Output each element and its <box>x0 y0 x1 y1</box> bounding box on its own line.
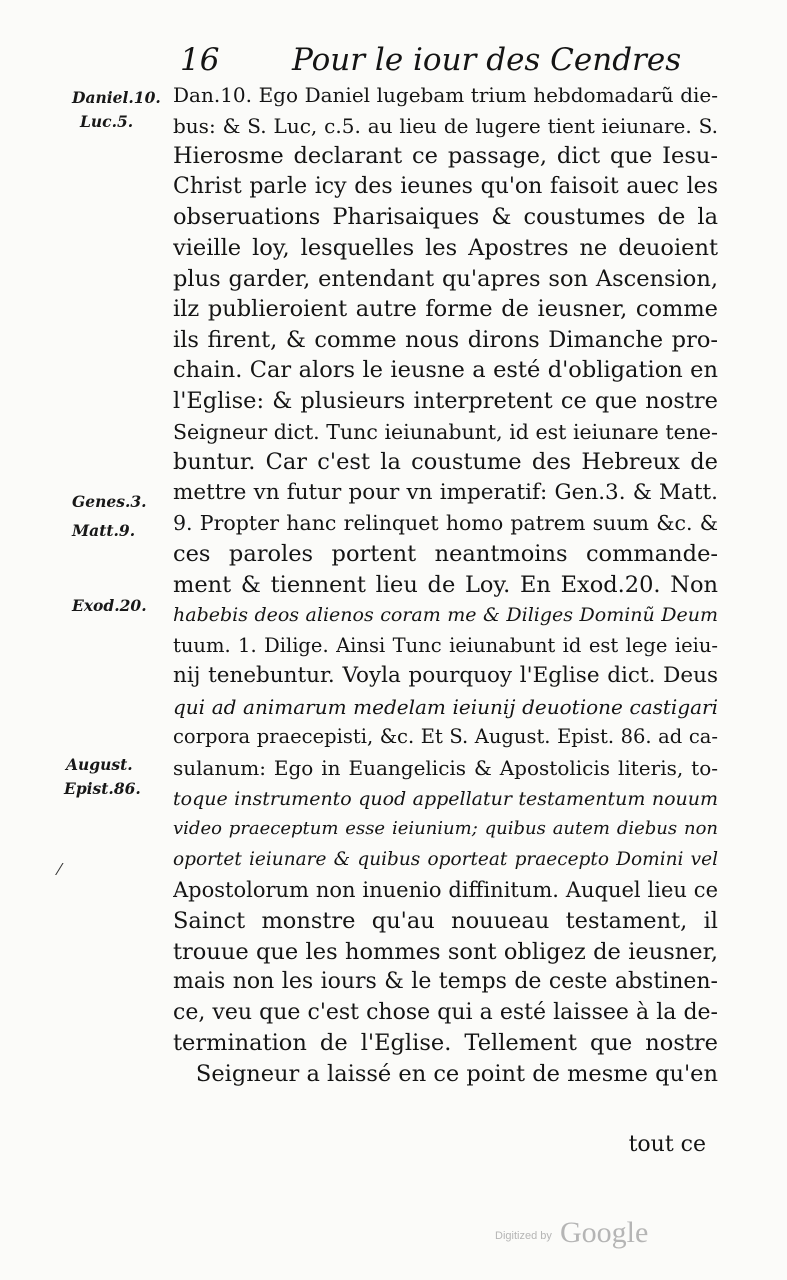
text-line: chain. Car alors le ieusne a esté d'obligation en <box>173 357 718 384</box>
text-line: nij tenebuntur. Voyla pourquoy l'Eglise dict. Deus <box>173 663 718 689</box>
text-line: qui ad animarum medelam ieiunij deuotione castigari <box>173 694 718 719</box>
text-line: ce, veu que c'est chose qui a esté laissee à la de- <box>173 999 718 1025</box>
text-line: buntur. Car c'est la coustume des Hebreux de <box>173 449 718 476</box>
text-line: toque instrumento quod appellatur testamentum nouum <box>173 787 718 810</box>
margin-note-genes: Genes.3. <box>72 492 147 511</box>
text-line: 9. Propter hanc relinquet homo patrem suum &c. & <box>173 511 718 536</box>
text-line: habebis deos alienos coram me & Diliges Dominũ Deum <box>173 604 718 627</box>
text-line: Dan.10. Ego Daniel lugebam trium hebdomadarũ die- <box>173 83 718 107</box>
text-line: trouue que les hommes sont obligez de ieusner, <box>173 938 718 965</box>
running-head <box>180 42 740 82</box>
text-line: vieille loy, lesquelles les Apostres ne deuoient <box>173 234 718 261</box>
text-line: Seigneur dict. Tunc ieiunabunt, id est ieiunare tene- <box>173 419 718 444</box>
text-line: Hierosme declarant ce passage, dict que Iesu- <box>173 143 718 170</box>
text-line: oportet ieiunare & quibus oporteat praecepto Domini vel <box>173 848 718 870</box>
text-line: obseruations Pharisaiques & coustumes de la <box>173 204 718 231</box>
text-line: mettre vn futur pour vn imperatif: Gen.3. & Matt. <box>173 479 718 505</box>
watermark-prefix: Digitized by <box>495 1230 552 1242</box>
text-line: ils firent, & comme nous dirons Dimanche pro- <box>173 326 718 353</box>
text-line: mais non les iours & le temps de ceste abstinen- <box>173 969 718 995</box>
text-line: Sainct monstre qu'au nouueau testament, il <box>173 908 718 935</box>
margin-notes <box>0 0 170 1280</box>
margin-note-matt: Matt.9. <box>72 521 136 540</box>
text-line: Seigneur a laissé en ce point de mesme qu'en <box>195 1061 718 1087</box>
text-line: ces paroles portent neantmoins commande- <box>173 540 718 567</box>
text-line: Apostolorum non inuenio diffinitum. Auquel lieu ce <box>173 878 718 903</box>
digitized-by-watermark <box>490 1216 670 1256</box>
text-line: sulanum: Ego in Euangelicis & Apostolicis literis, to- <box>173 756 718 781</box>
google-logo: Google <box>560 1216 649 1249</box>
stray-mark: ⁄ <box>58 860 61 879</box>
text-line: video praeceptum esse ieiunium; quibus autem diebus non <box>173 818 718 840</box>
margin-note-exod: Exod.20. <box>72 596 147 615</box>
body-text <box>173 80 718 1090</box>
text-line: ment & tiennent lieu de Loy. En Exod.20. Non <box>173 571 718 598</box>
page-number: 16 <box>180 42 220 78</box>
margin-note-august: August. <box>66 755 133 774</box>
text-line: tuum. 1. Dilige. Ainsi Tunc ieiunabunt id est lege ieiu- <box>173 633 718 657</box>
text-line: l'Eglise: & plusieurs interpretent ce que nostre <box>173 387 718 414</box>
text-line: termination de l'Eglise. Tellement que nostre <box>173 1030 718 1057</box>
margin-note-daniel: Daniel.10. <box>72 88 161 107</box>
margin-note-epist: Epist.86. <box>64 779 141 798</box>
margin-note-luc: Luc.5. <box>80 112 134 131</box>
catchword: tout ce <box>628 1132 706 1157</box>
text-line: ilz publieroient autre forme de ieusner, comme <box>173 296 718 323</box>
text-line: bus: & S. Luc, c.5. au lieu de lugere tient ieiunare. S. <box>173 113 718 138</box>
text-line: corpora praecepisti, &c. Et S. August. Epist. 86. ad ca- <box>173 725 718 749</box>
text-line: plus garder, entendant qu'apres son Ascension, <box>173 265 718 292</box>
running-title: Pour le iour des Cendres <box>292 42 682 78</box>
text-line: Christ parle icy des ieunes qu'on faisoit auec les <box>173 173 718 199</box>
